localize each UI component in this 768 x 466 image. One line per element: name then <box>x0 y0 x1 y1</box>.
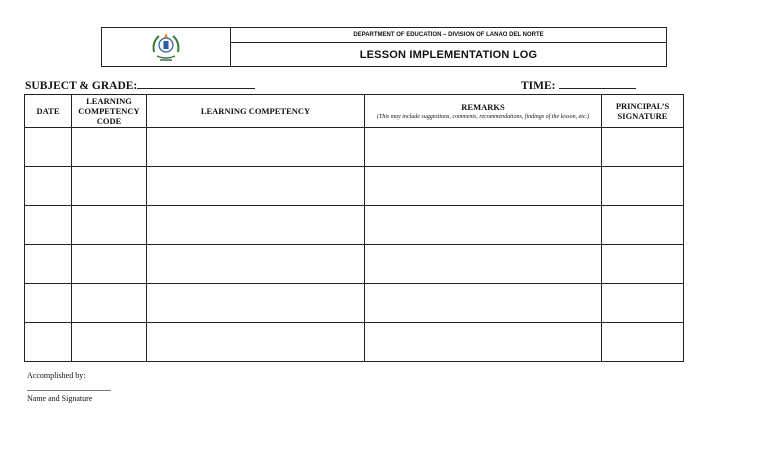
remarks-cell[interactable] <box>365 167 602 206</box>
signature-cell[interactable] <box>602 323 684 362</box>
column-header-lc-code: LEARNING COMPETENCY CODE <box>72 95 147 128</box>
table-row <box>25 128 684 167</box>
remarks-cell[interactable] <box>365 128 602 167</box>
remarks-cell[interactable] <box>365 245 602 284</box>
date-cell[interactable] <box>25 245 72 284</box>
remarks-cell[interactable] <box>365 323 602 362</box>
lc-code-cell[interactable] <box>72 167 147 206</box>
remarks-cell[interactable] <box>365 206 602 245</box>
deped-seal-logo-icon <box>149 30 183 64</box>
accomplished-by-label: Accomplished by: <box>27 371 86 380</box>
column-header-date: DATE <box>25 95 72 128</box>
learning-competency-cell[interactable] <box>147 167 365 206</box>
signature-cell[interactable] <box>602 284 684 323</box>
logo-cell <box>102 28 231 66</box>
table-row <box>25 323 684 362</box>
column-header-principal-signature: PRINCIPAL’S SIGNATURE <box>602 95 684 128</box>
table-row <box>25 167 684 206</box>
remarks-label: REMARKS <box>461 101 505 112</box>
learning-competency-cell[interactable] <box>147 206 365 245</box>
lesson-log-table <box>24 94 684 362</box>
document-title: LESSON IMPLEMENTATION LOG <box>359 48 538 61</box>
table-header-row <box>25 95 684 128</box>
date-cell[interactable] <box>25 206 72 245</box>
column-header-remarks <box>365 95 602 128</box>
subject-grade-blank[interactable] <box>137 78 255 89</box>
date-cell[interactable] <box>25 128 72 167</box>
learning-competency-cell[interactable] <box>147 245 365 284</box>
lc-code-cell[interactable] <box>72 206 147 245</box>
signature-line[interactable] <box>27 390 111 391</box>
remarks-note: (This may include suggestions, comments, recommendations, findings of the lesson, etc.) <box>376 113 590 120</box>
subject-grade-label: SUBJECT & GRADE: <box>25 80 138 92</box>
signature-cell[interactable] <box>602 128 684 167</box>
learning-competency-cell[interactable] <box>147 128 365 167</box>
date-cell[interactable] <box>25 284 72 323</box>
department-line: DEPARTMENT OF EDUCATION – DIVISION OF LANAO DEL NORTE <box>231 28 666 43</box>
signature-cell[interactable] <box>602 167 684 206</box>
document-header <box>101 27 667 67</box>
time-field[interactable] <box>521 78 636 92</box>
signature-cell[interactable] <box>602 245 684 284</box>
table-row <box>25 206 684 245</box>
column-header-learning-competency: LEARNING COMPETENCY <box>147 95 365 128</box>
remarks-cell[interactable] <box>365 284 602 323</box>
lc-code-cell[interactable] <box>72 323 147 362</box>
time-label: TIME: <box>521 80 556 92</box>
table-row <box>25 284 684 323</box>
lc-code-cell[interactable] <box>72 245 147 284</box>
learning-competency-cell[interactable] <box>147 284 365 323</box>
date-cell[interactable] <box>25 167 72 206</box>
time-blank[interactable] <box>559 78 636 89</box>
lc-code-cell[interactable] <box>72 128 147 167</box>
date-cell[interactable] <box>25 323 72 362</box>
title-cell <box>231 28 666 66</box>
lc-code-cell[interactable] <box>72 284 147 323</box>
signature-cell[interactable] <box>602 206 684 245</box>
name-and-signature-label: Name and Signature <box>27 394 93 403</box>
subject-grade-field[interactable] <box>25 78 255 92</box>
table-row <box>25 245 684 284</box>
learning-competency-cell[interactable] <box>147 323 365 362</box>
